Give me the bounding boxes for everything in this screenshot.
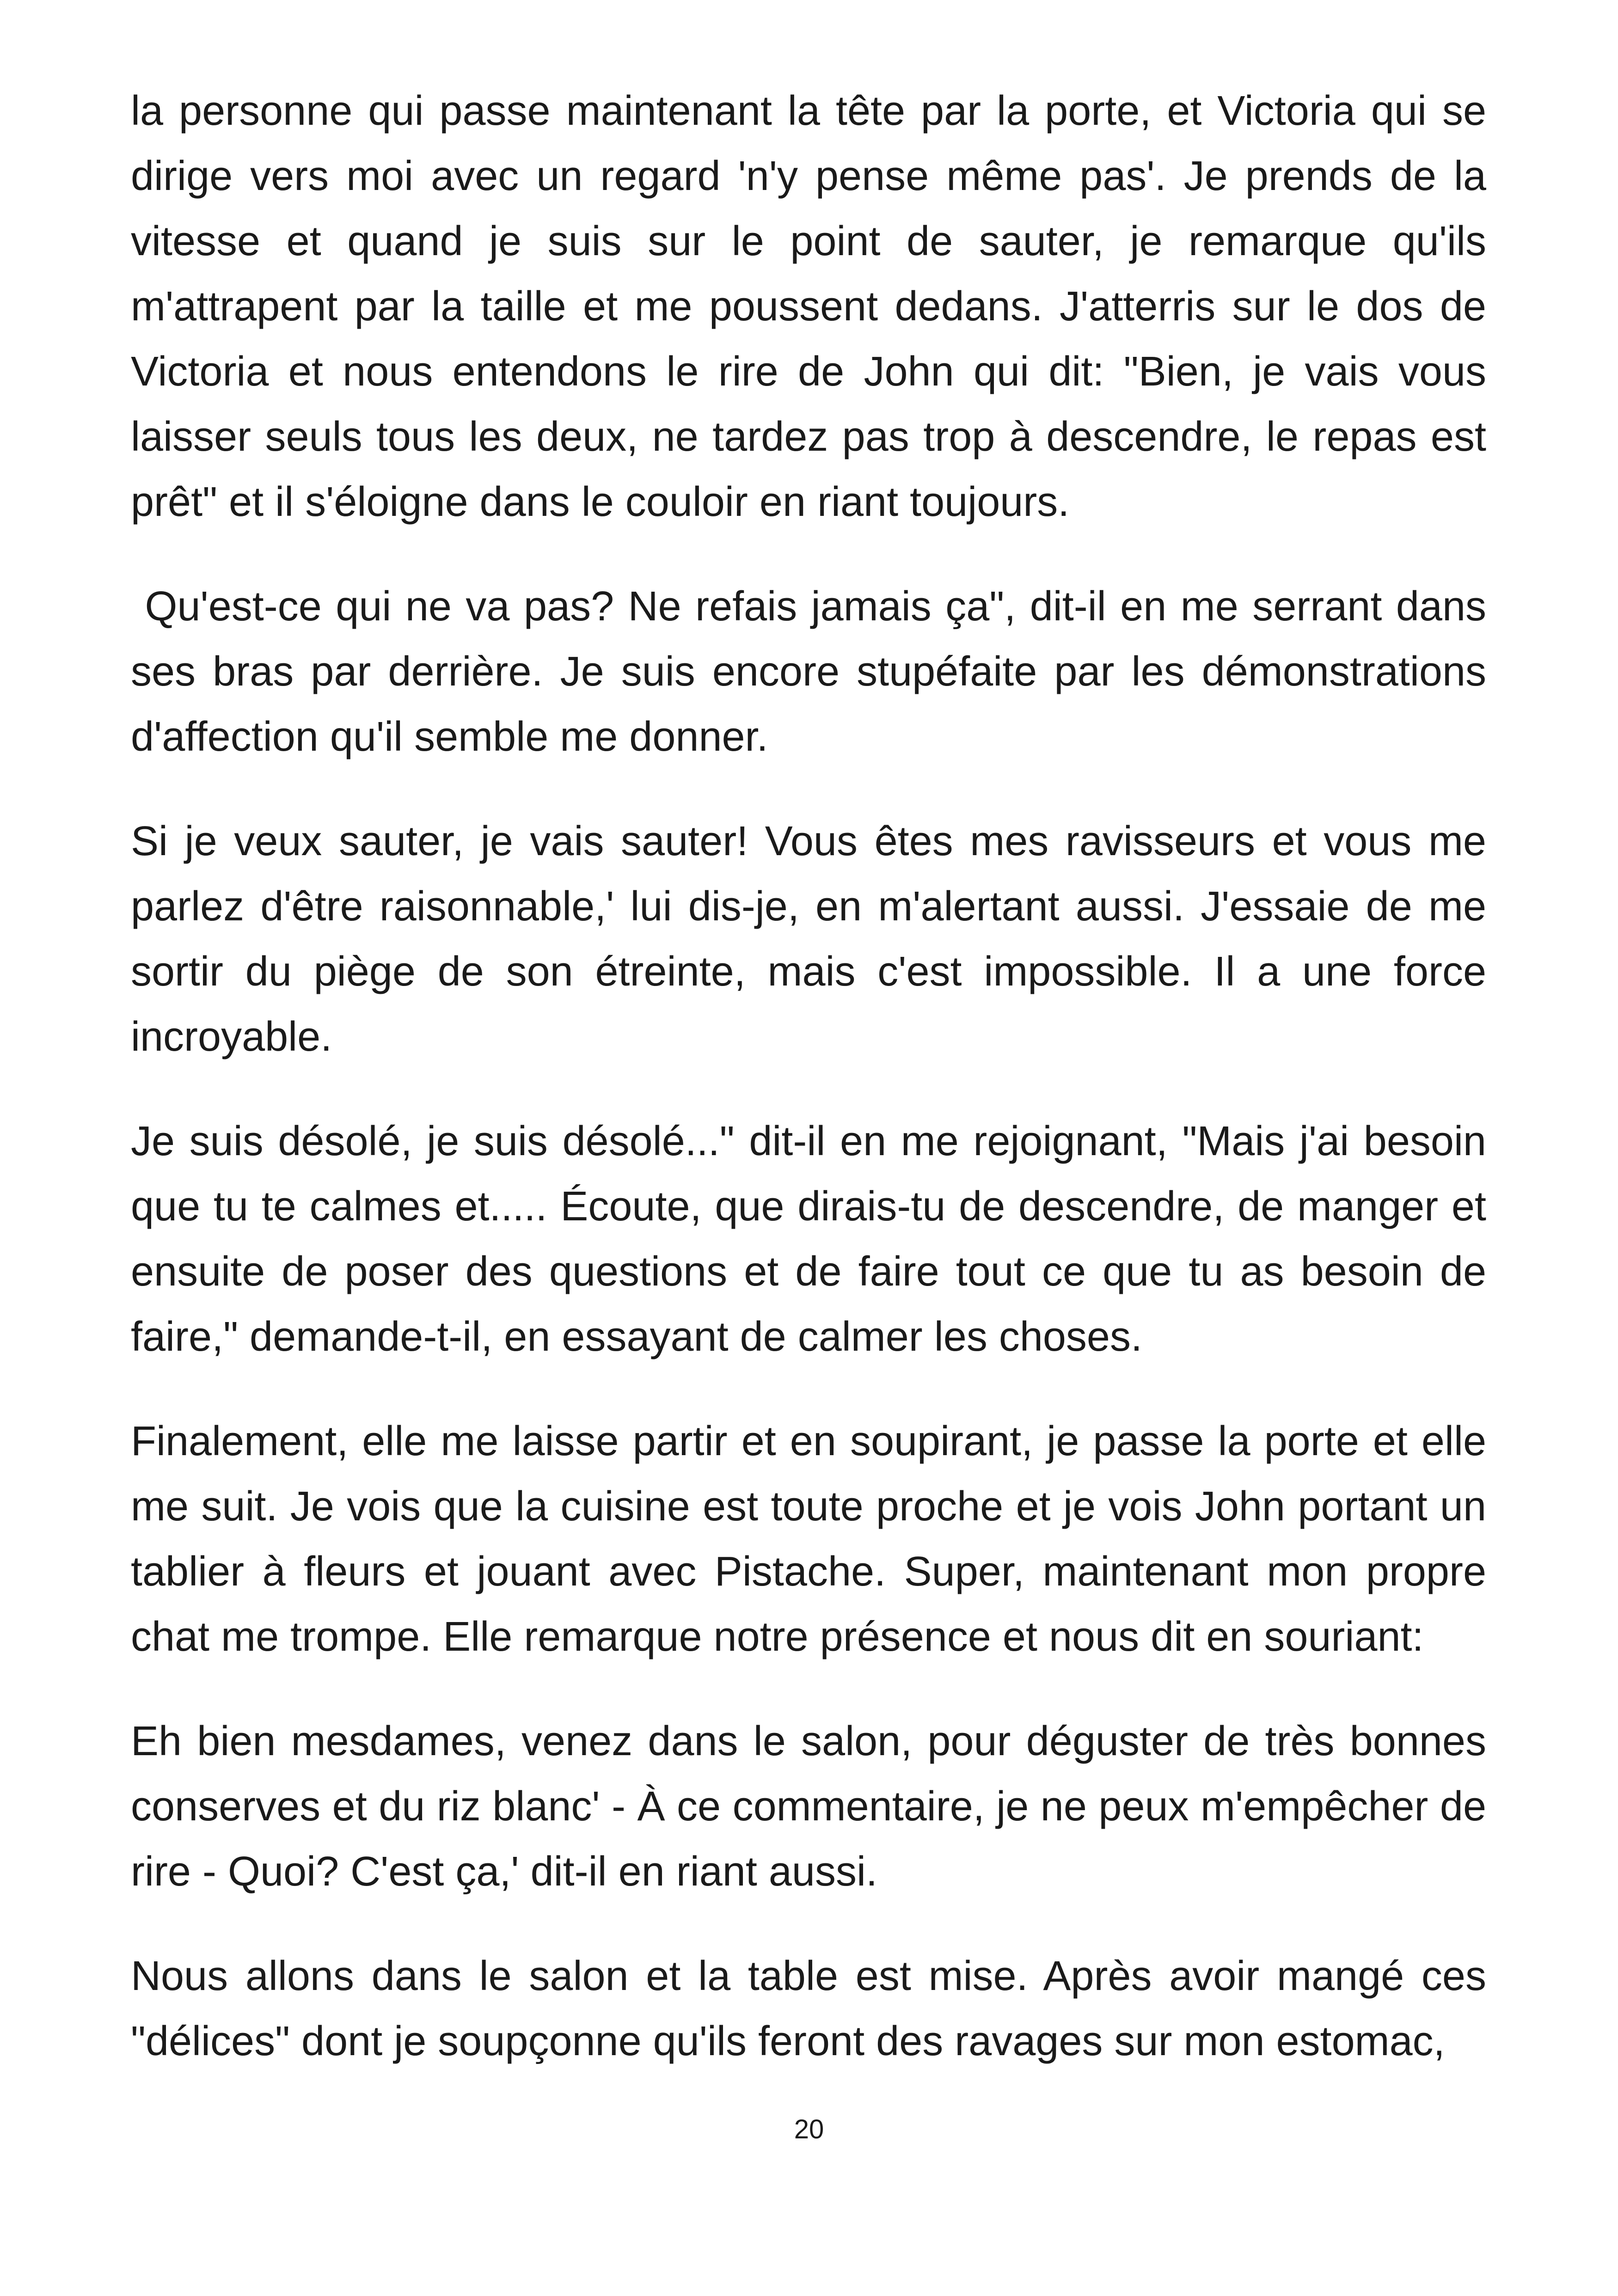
page-number: 20 xyxy=(794,2114,824,2144)
paragraph-7: Nous allons dans le salon et la table est mise. Après avoir mangé ces "délices" dont je soupçonne qu'ils feront des ravages sur mon estomac, xyxy=(131,1953,1486,2064)
body-text xyxy=(131,79,1486,2074)
paragraph-2: Qu'est-ce qui ne va pas? Ne refais jamais ça", dit-il en me serrant dans ses bras par derrière. Je suis encore stupéfaite par les démonstrations d'affection qu'il semble me donner. xyxy=(131,583,1486,760)
paragraph-1: la personne qui passe maintenant la tête par la porte, et Victoria qui se dirige vers moi avec un regard 'n'y pense même pas'. Je prends de la vitesse et quand je suis sur le point de sauter, je remarque qu'ils m'attrapent par la taille et me poussent dedans. J'atterris sur le dos de Victoria et nous entendons le rire de John qui dit: "Bien, je vais vous laisser seuls tous les deux, ne tardez pas trop à descendre, le repas est prêt" et il s'éloigne dans le couloir en riant toujours. xyxy=(131,88,1486,525)
paragraph-4: Je suis désolé, je suis désolé..." dit-il en me rejoignant, "Mais j'ai besoin que tu te calmes et..... Écoute, que dirais-tu de descendre, de manger et ensuite de poser des questions et de faire tout ce que tu as besoin de faire," demande-t-il, en essayant de calmer les choses. xyxy=(131,1118,1486,1360)
paragraph-3: Si je veux sauter, je vais sauter! Vous êtes mes ravisseurs et vous me parlez d'être raisonnable,' lui dis-je, en m'alertant aussi. J'essaie de me sortir du piège de son étreinte, mais c'est impossible. Il a une force incroyable. xyxy=(131,818,1486,1060)
paragraph-6: Eh bien mesdames, venez dans le salon, pour déguster de très bonnes conserves et du riz blanc' - À ce commentaire, je ne peux m'empêcher de rire - Quoi? C'est ça,' dit-il en riant aussi. xyxy=(131,1718,1486,1895)
paragraph-5: Finalement, elle me laisse partir et en soupirant, je passe la porte et elle me suit. Je vois que la cuisine est toute proche et je vois John portant un tablier à fleurs et jouant avec Pistache. Super, maintenant mon propre chat me trompe. Elle remarque notre présence et nous dit en souriant: xyxy=(131,1418,1486,1660)
